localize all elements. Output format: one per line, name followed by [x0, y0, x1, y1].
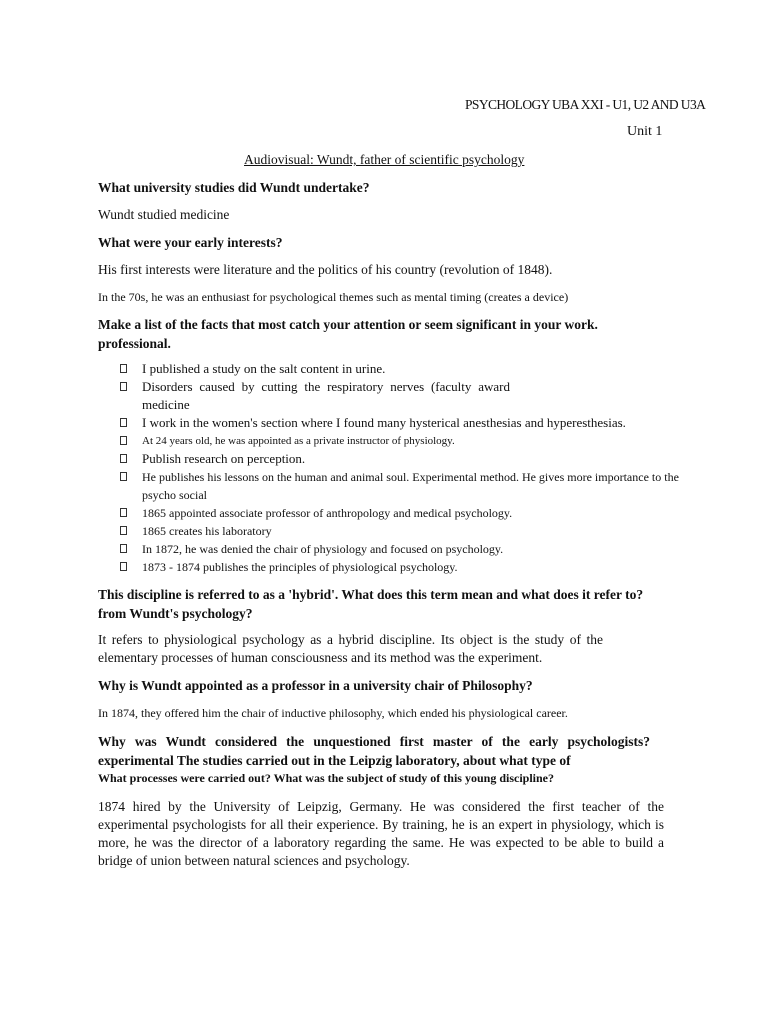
list-item: At 24 years old, he was appointed as a private instructor of physiology.	[120, 432, 680, 450]
bullet-box-icon	[120, 508, 127, 517]
list-item: I work in the women's section where I found many hysterical anesthesias and hyperesthesias.	[120, 414, 680, 432]
bullet-box-icon	[120, 526, 127, 535]
facts-list	[98, 360, 680, 576]
bullet-box-icon	[120, 382, 127, 391]
list-item: He publishes his lessons on the human and animal soul. Experimental method. He gives more importance to the psycho social	[120, 468, 680, 504]
answer-6: 1874 hired by the University of Leipzig, Germany. He was considered the first teacher of the experimental psychologists for all their experience. By training, he is an expert in physiology, which is more, he was the director of a laboratory regarding the same. He was expected to be able to build a bridge of union between natural sciences and psychology.	[98, 799, 664, 868]
bullet-box-icon	[120, 562, 127, 571]
question-6b: What processes were carried out? What was the subject of study of this young discipline?	[98, 771, 555, 785]
answer-2b: In the 70s, he was an enthusiast for psychological themes such as mental timing (creates a device)	[98, 290, 569, 304]
bullet-box-icon	[120, 418, 127, 427]
question-6a: Why was Wundt considered the unquestioned first master of the early psychologists? experimental The studies carried out in the Leipzig laboratory, about what type of	[98, 734, 650, 768]
answer-4: It refers to physiological psychology as a hybrid discipline. Its object is the study of the elementary processes of human consciousness and its method was the experiment.	[98, 632, 603, 665]
answer-2a: His first interests were literature and the politics of his country (revolution of 1848).	[98, 262, 553, 277]
document-body	[98, 178, 680, 870]
answer-1: Wundt studied medicine	[98, 207, 230, 222]
bullet-box-icon	[120, 436, 127, 445]
list-item: In 1872, he was denied the chair of physiology and focused on psychology.	[120, 540, 680, 558]
list-item: 1873 - 1874 publishes the principles of physiological psychology.	[120, 558, 680, 576]
question-1: What university studies did Wundt undertake?	[98, 180, 370, 195]
unit-label: Unit 1	[627, 124, 663, 139]
question-4: This discipline is referred to as a 'hybrid'. What does this term mean and what does it refer to? from Wundt's psychology?	[98, 587, 644, 621]
list-item: Disorders caused by cutting the respiratory nerves (faculty award medicine	[120, 378, 510, 414]
document-subtitle: Audiovisual: Wundt, father of scientific psychology	[244, 152, 525, 167]
list-item: 1865 appointed associate professor of anthropology and medical psychology.	[120, 504, 680, 522]
bullet-box-icon	[120, 454, 127, 463]
bullet-box-icon	[120, 472, 127, 481]
question-5: Why is Wundt appointed as a professor in a university chair of Philosophy?	[98, 678, 533, 693]
bullet-box-icon	[120, 364, 127, 373]
list-item: 1865 creates his laboratory	[120, 522, 680, 540]
answer-5: In 1874, they offered him the chair of inductive philosophy, which ended his physiological career.	[98, 706, 568, 720]
list-item: Publish research on perception.	[120, 450, 680, 468]
list-item: I published a study on the salt content in urine.	[120, 360, 680, 378]
document-header-title: PSYCHOLOGY UBA XXI - U1, U2 AND U3A	[465, 97, 706, 112]
bullet-box-icon	[120, 544, 127, 553]
question-3: Make a list of the facts that most catch your attention or seem significant in your work. professional.	[98, 317, 598, 351]
question-2: What were your early interests?	[98, 235, 283, 250]
